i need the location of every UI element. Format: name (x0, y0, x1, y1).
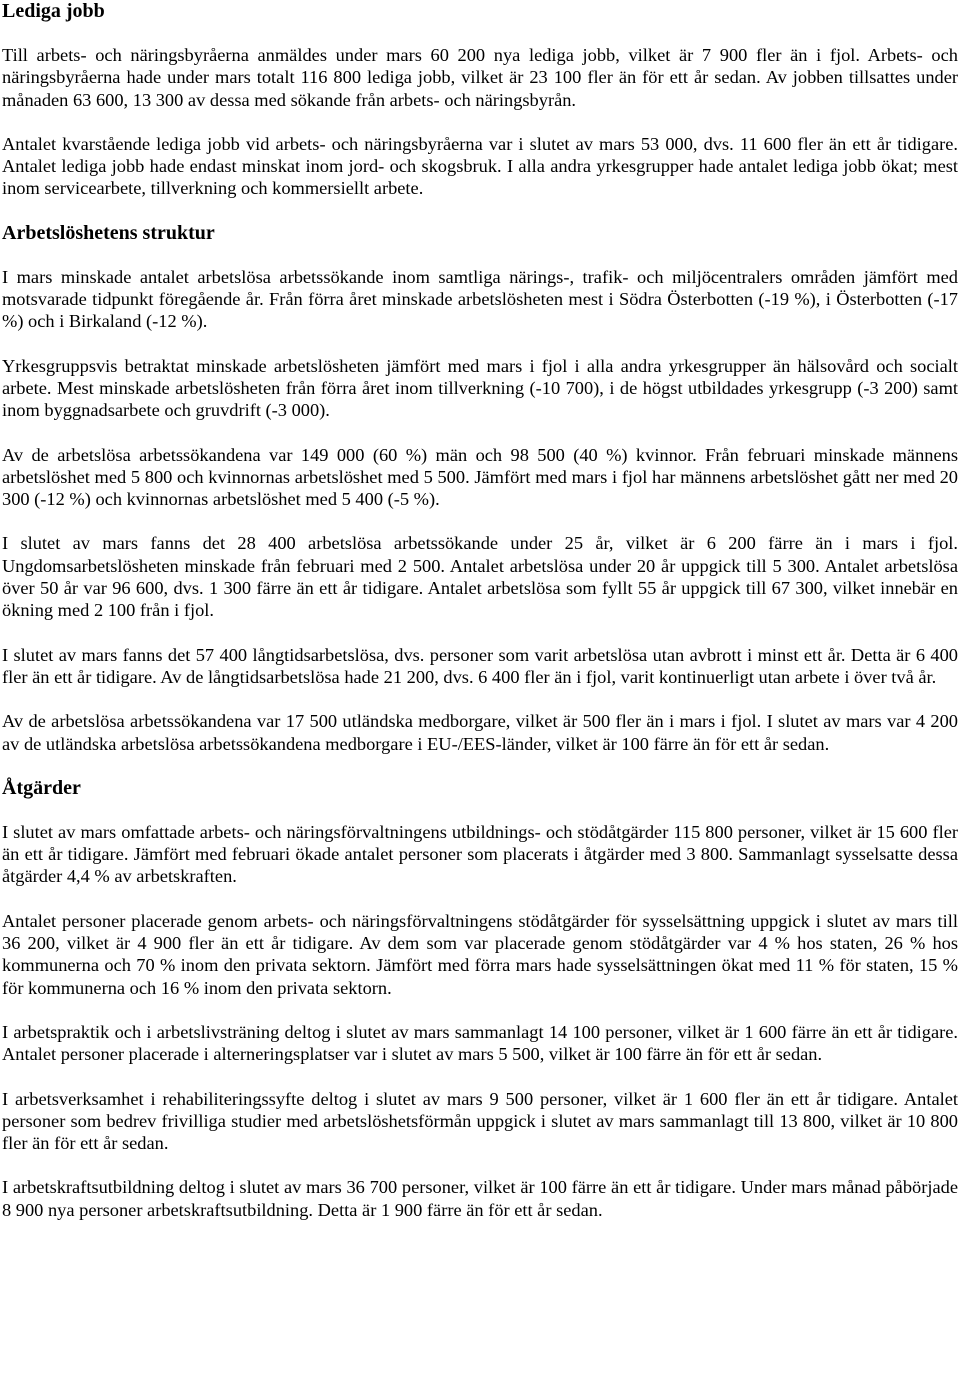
spacer (2, 200, 958, 222)
paragraph: Antalet personer placerade genom arbets- och näringsförvaltningens stödåtgärder för sysselsättning uppgick i slutet av mars till 36 200, vilket är 4 900 fler än ett år tidigare. Av dem som var placerade genom stödåtgärder var 4 % hos staten, 26 % hos kommunerna och 70 % inom den privata sektorn. Jämfört med förra mars hade sysselsättningen ökat med 11 % för staten, 15 % för kommunerna och 16 % inom den privata sektorn. (2, 910, 958, 998)
section-heading-lediga-jobb: Lediga jobb (2, 0, 105, 22)
paragraph: Av de arbetslösa arbetssökandena var 17 500 utländska medborgare, vilket är 500 fler än i mars i fjol. I slutet av mars var 4 200 av de utländska arbetslösa arbetssökandena medborgare i EU-/EES-länder, vilket är 100 färre än för ett år sedan. (2, 711, 958, 754)
spacer (2, 510, 958, 532)
spacer (2, 622, 958, 644)
spacer (2, 333, 958, 355)
section-heading-atgarder: Åtgärder (2, 776, 81, 799)
spacer (2, 799, 958, 821)
paragraph: I mars minskade antalet arbetslösa arbetssökande inom samtliga närings-, trafik- och miljöcentralers områden jämfört med motsvarade tidpunkt föregående år. Från förra året minskade arbetslösheten mest i Södra Österbotten (-19 %), i Österbotten (-17 %) och i Birkaland (-12 %). (2, 266, 958, 332)
spacer (2, 244, 958, 266)
spacer (2, 111, 958, 133)
paragraph: I slutet av mars fanns det 57 400 långtidsarbetslösa, dvs. personer som varit arbetslösa utan avbrott i minst ett år. Detta är 6 400 fler än ett år tidigare. Av de långtidsarbetslösa hade 21 200, dvs. 6 400 fler än i fjol, varit kontinuerligt utan arbete i över två år. (2, 644, 958, 687)
paragraph: Antalet kvarstående lediga jobb vid arbets- och näringsbyråerna var i slutet av mars 53 000, dvs. 11 600 fler än ett år tidigare. Antalet lediga jobb hade endast minskat inom jord- och skogsbruk. I alla andra yrkesgrupper hade antalet lediga jobb ökat; mest inom servicearbete, tillverkning och kommersiellt arbete. (2, 133, 958, 199)
spacer (2, 755, 958, 777)
spacer (2, 688, 958, 710)
paragraph: Av de arbetslösa arbetssökandena var 149 000 (60 %) män och 98 500 (40 %) kvinnor. Från februari minskade männens arbetslöshet med 5 800 och kvinnornas arbetslöshet med 5 500. Jämfört med mars i fjol har männens arbetslöshet gått ner med 20 300 (-12 %) och kvinnornas arbetslöshet med 5 400 (-5 %). (2, 444, 958, 510)
spacer (2, 1154, 958, 1176)
spacer (2, 422, 958, 444)
paragraph: Yrkesgruppsvis betraktat minskade arbetslösheten jämfört med mars i fjol i alla andra yrkesgrupper än hälsovård och socialt arbete. Mest minskade arbetslösheten från förra året inom tillverkning (-10 700), i de högst utbildades yrkesgrupp (-3 200) samt inom byggnadsarbete och gruvdrift (-3 000). (2, 355, 958, 421)
paragraph: I arbetsverksamhet i rehabiliteringssyfte deltog i slutet av mars 9 500 personer, vilket är 1 600 fler än ett år tidigare. Antalet personer som bedrev frivilliga studier med arbetslöshetsförmån uppgick i slutet av mars sammanlagt till 13 800, vilket är 10 800 fler än för ett år sedan. (2, 1088, 958, 1154)
paragraph: Till arbets- och näringsbyråerna anmäldes under mars 60 200 nya lediga jobb, vilket är 7 900 fler än i fjol. Arbets- och näringsbyråerna hade under mars totalt 116 800 lediga jobb, vilket är 23 100 fler än för ett år sedan. Av jobben tillsattes under månaden 63 600, 13 300 av dessa med sökande från arbets- och näringsbyrån. (2, 45, 958, 110)
spacer (2, 888, 958, 910)
spacer (2, 999, 958, 1021)
spacer (2, 1066, 958, 1088)
paragraph: I arbetspraktik och i arbetslivsträning deltog i slutet av mars sammanlagt 14 100 personer, vilket är 1 600 färre än ett år tidigare. Antalet personer placerade i alterneringsplatser var i slutet av mars 5 500, vilket är 100 färre än för ett år sedan. (2, 1021, 958, 1065)
paragraph: I slutet av mars fanns det 28 400 arbetslösa arbetssökande under 25 år, vilket är 6 200 färre än i mars i fjol. Ungdomsarbetslösheten minskade från februari med 2 500. Antalet arbetslösa under 20 år uppgick till 5 300. Antalet arbetslösa över 50 år var 96 600, dvs. 1 300 färre än ett år tidigare. Antalet arbetslösa som fyllt 55 år uppgick till 67 300, vilket innebär en ökning med 2 100 från i fjol. (2, 533, 958, 621)
spacer (2, 22, 958, 44)
paragraph: I slutet av mars omfattade arbets- och näringsförvaltningens utbildnings- och stödåtgärder 115 800 personer, vilket är 15 600 fler än ett år tidigare. Jämfört med februari ökade antalet personer som placerats i åtgärder med 3 800. Sammanlagt sysselsatte dessa åtgärder 4,4 % av arbetskraften. (2, 821, 958, 887)
paragraph: I arbetskraftsutbildning deltog i slutet av mars 36 700 personer, vilket är 100 färre än ett år tidigare. Under mars månad påbörjade 8 900 nya personer arbetskraftsutbildning. Detta är 1 900 färre än för ett år sedan. (2, 1177, 958, 1220)
section-heading-arbetsloshetens-struktur: Arbetslöshetens struktur (2, 221, 215, 244)
